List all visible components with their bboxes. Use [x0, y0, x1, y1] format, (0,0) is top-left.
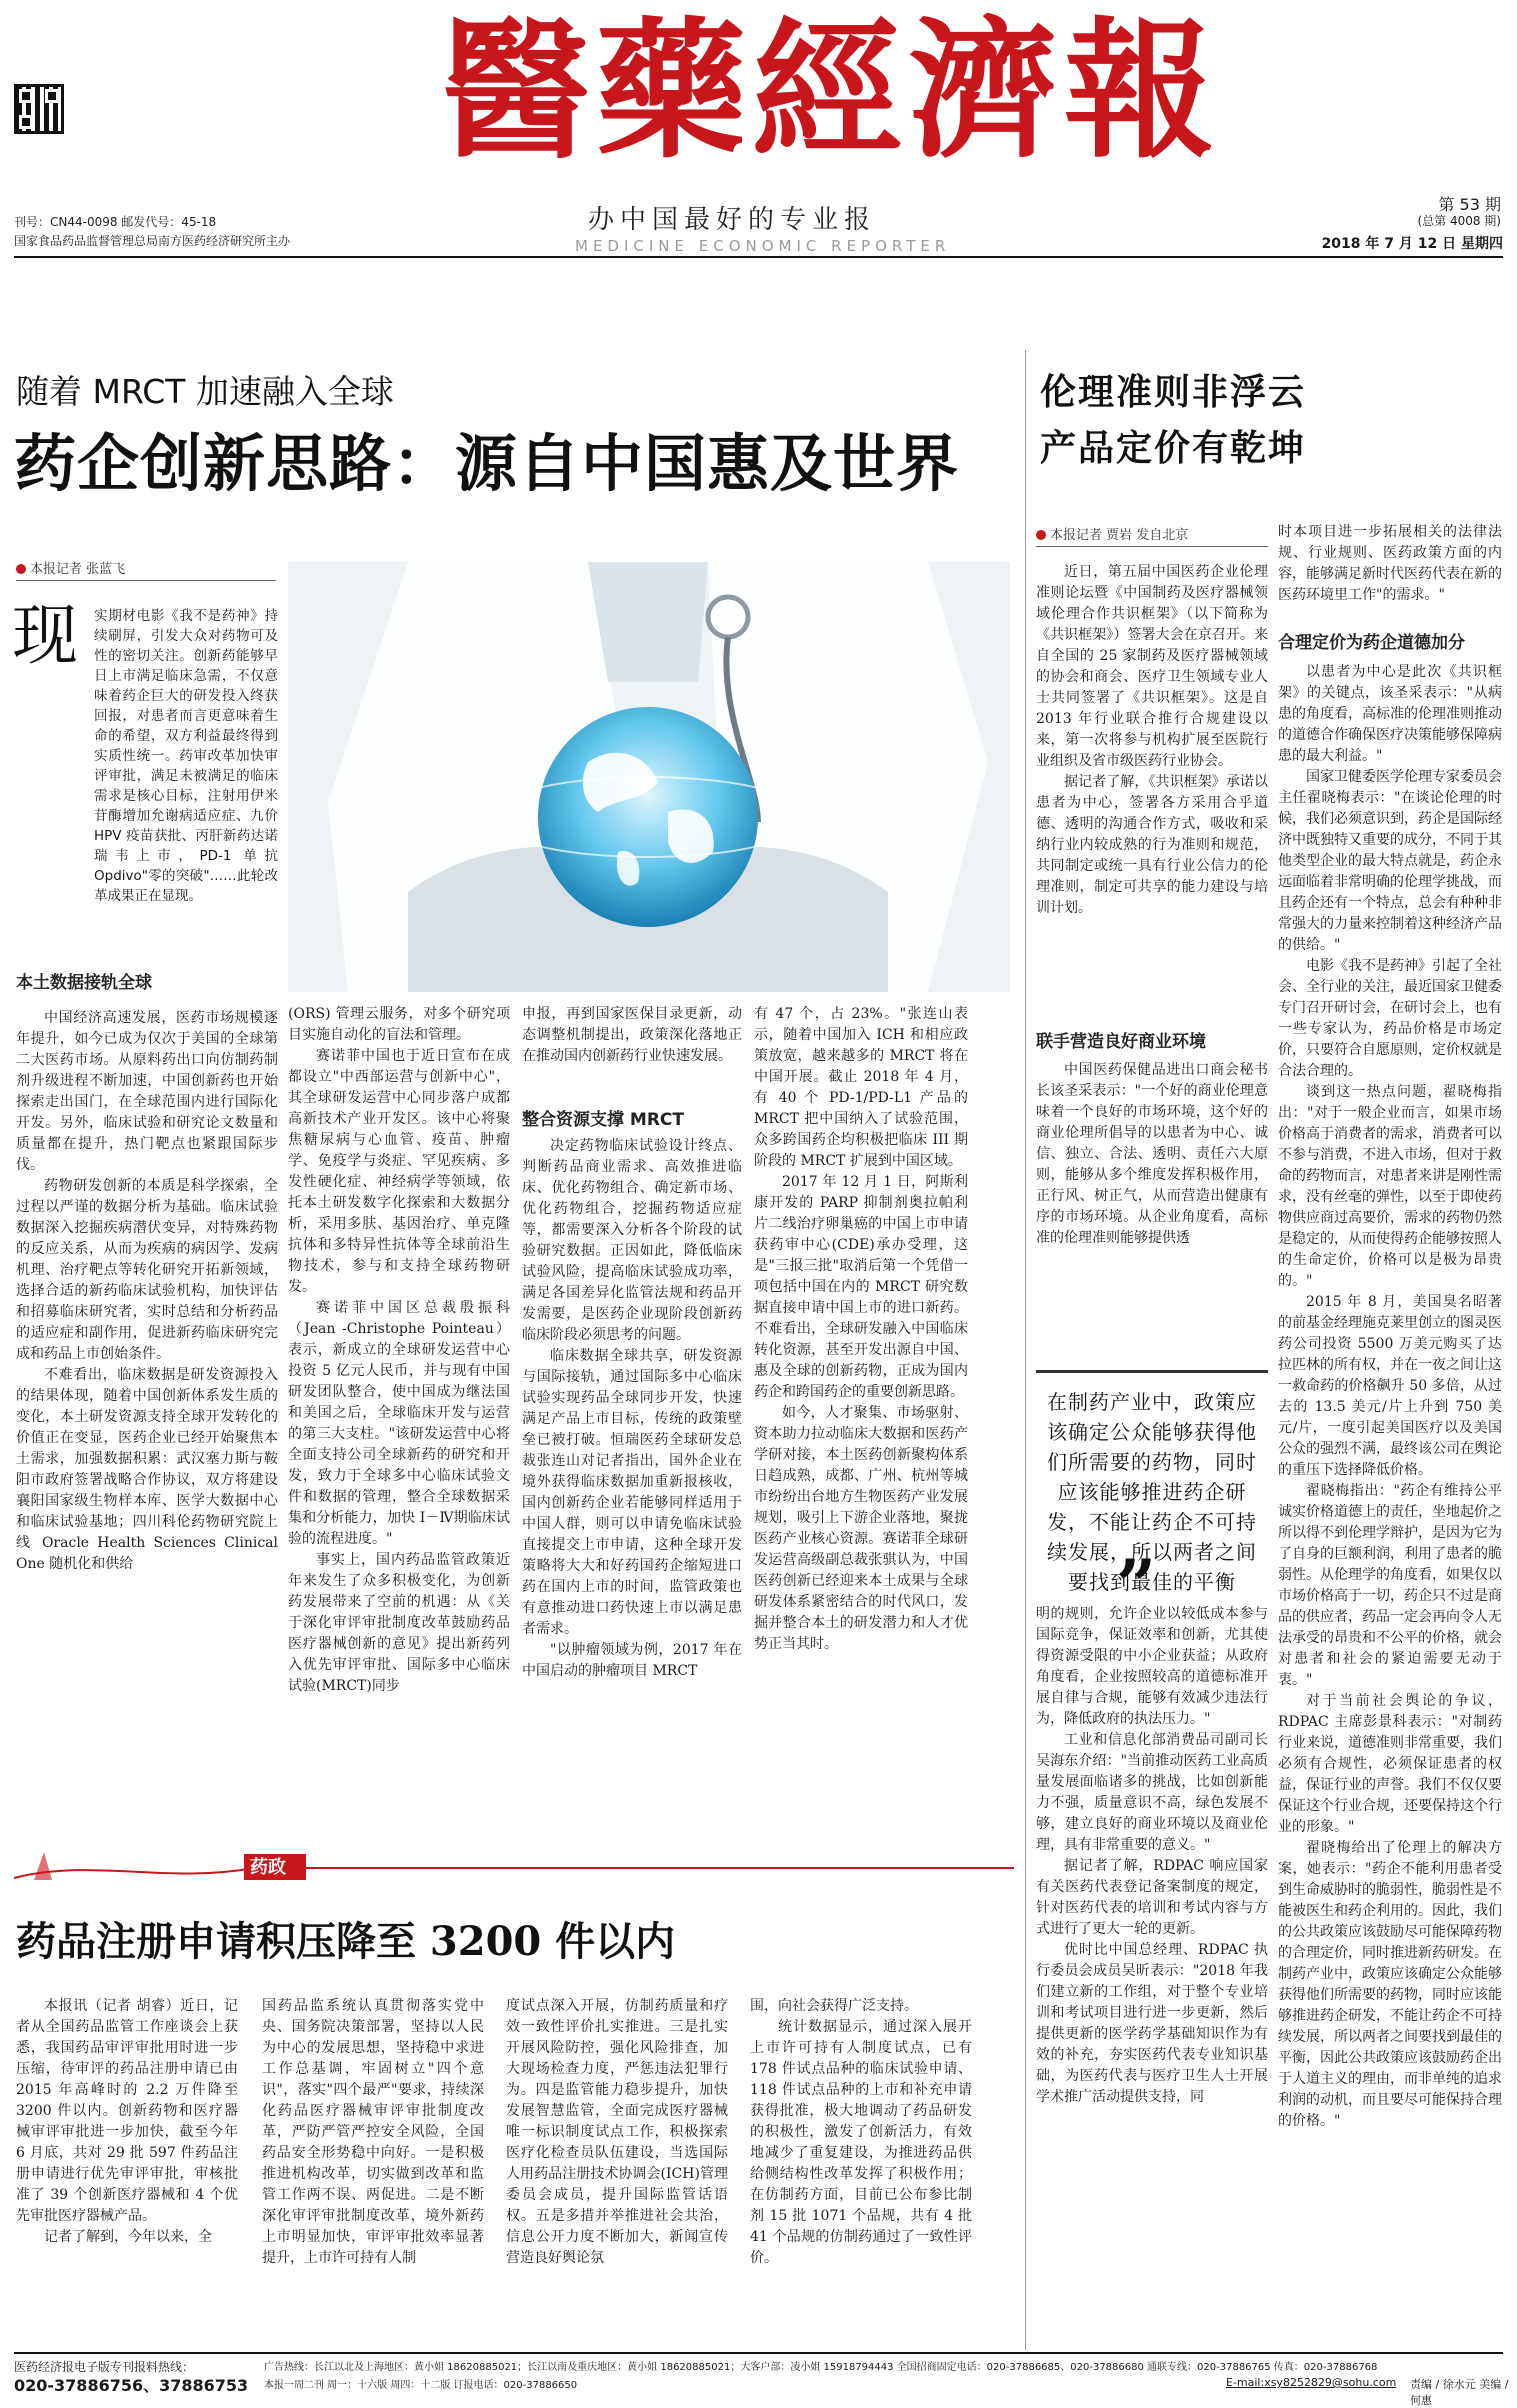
- byline-dot-icon: [1036, 530, 1046, 540]
- qr-code: [14, 84, 64, 134]
- bottom-col-3: 度试点深入开展，仿制药质量和疗效一致性评价扎实推进。三是扎实开展风险防控，强化风险排查，加大现场检查力度，严惩违法犯罪行为。四是监管能力稳步提升，加快发展智慧监管，全面完成医疗器械唯一标识制度试点工作，积极探索医疗化检查员队伍建设，当选国际人用药品注册技术协调会(ICH)管理委员会成员，提升国际监管话语权。五是多措并举推进社会共治，信息公开力度不断加大，新闻宣传营造良好舆论氛: [506, 1998, 728, 2266]
- masthead-rule: [14, 256, 1503, 258]
- footer-rule: [14, 2352, 1503, 2354]
- lead-col-1: 中国经济高速发展，医药市场规模逐年提升，如今已成为仅次于美国的全球第二大医药市场。从原料药出口向仿制药制剂升级进程不断加速，中国创新药也开始探索走出国门，在全球范围内进行国际化开发。另外，临床试验和研究论文数量和质量都在提升，热门靶点也紧跟国际步伐。 药物研发创新的本质是科学探索，全过程以严谨的数据分析为基础。临床试验数据深入挖掘疾病潜伏变异，对特殊药物的反应关系，从而为疾病的病因学、发病机理、治疗靶点等转化研究开拓新领域，选择合适的新药临床试验机构，加快评估和招募临床研究者，实时总结和分析药品的适应症和副作用，促进新药临床研究完成和药品上市创始条件。 不难看出，临床数据是研发资源投入的结果体现，随着中国创新体系发生质的变化，本土研发资源支持全球开发转化的价值正在变显，医药企业已经开始聚焦本土需求，加强数据积累：武汉塞力斯与鞍阳市政府签署战略合作协议，双方将建设襄阳国家级生物样本库、医学大数据中心和临床试验基地；四川科伦药物研究院上线 Oracle Health Sciences Clinical One 随机化和供给: [16, 1010, 278, 1572]
- bottom-col-1: 本报讯（记者 胡睿）近日，记者从全国药品监管工作座谈会上获悉，我国药品审评审批用时进一步压缩，待审评的药品注册申请已由 2015 年高峰时的 2.2 万件降至 3200 件以内。创新药物和医疗器械审评审批进一步加快，截至今年 6 月底，共对 29 批 597 件药品注册申请进行优先审评审批，审核批准了 39 个创新医疗器械和 4 个优先审批医疗器械产品。 记者了解到，今年以来，全: [16, 1998, 238, 2245]
- subhead-integrate-mrct: 整合资源支撑 MRCT: [522, 1110, 684, 1130]
- lead-col-2: (ORS) 管理云服务，对多个研究项目实施自动化的盲法和管理。 赛诺菲中国也于近日宣布在成都设立"中西部运营与创新中心"，其全球研发运营中心同步落户成都高新技术产业开发区。该中心将聚焦糖尿病与心血管、疫苗、肿瘤学、免疫学与炎症、罕见疾病、多发性硬化症、神经病学等领域，依托本土研发数字化探索和大数据分析，采用多肤、基因治疗、单克隆抗体和多特异性抗体等全球前沿生物技术，参与和支持全球药物研发。 赛诺菲中国区总裁殷振科（Jean -Christophe Pointeau）表示，新成立的全球研发运营中心投资 5 亿元人民币，并与现有中国研发团队整合，使中国成为继法国和美国之后，全球临床开发与运营的第三大支柱。"该研发运营中心将全面支持公司全球新药的研究和开发，致力于全球多中心临床试验文件和数据的管理，整合全球数据采集和分析能力，加快 I－Ⅳ期临床试验的流程进度。" 事实上，国内药品监管政策近年来发生了众多积极变化，为创新药发展带来了空前的机遇：从《关于深化审评审批制度改革鼓励药品医疗器械创新的意见》提出新药列入优先审评审批、国际多中心临床试验(MRCT)同步: [288, 1006, 510, 1694]
- total-issue: (总第 4008 期): [1417, 214, 1501, 228]
- masthead-title: 醫藥經濟報: [440, 3, 1221, 179]
- lead-byline: 本报记者 张蓝飞: [16, 558, 276, 581]
- footer-hotline-phone: 020-37886756、37886753: [14, 2376, 249, 2395]
- lead-headline: 药企创新思路：源自中国惠及世界: [14, 427, 960, 500]
- hero-image-globe-in-hands: [288, 562, 1010, 992]
- issn-line: 刊号：CN44-0098 邮发代号：45-18: [14, 215, 217, 229]
- column-divider: [1025, 350, 1026, 2350]
- drop-cap: 现: [12, 597, 78, 674]
- footer-hotline-label: 医药经济报电子版专刊报料热线：: [14, 2360, 195, 2374]
- subhead-local-data: 本土数据接轨全球: [16, 973, 152, 993]
- issue-date: 2018 年 7 月 12 日 星期四: [1321, 236, 1503, 252]
- right-byline: 本报记者 贾岩 发自北京: [1036, 524, 1268, 547]
- footer-ads: 广告热线：长江以北及上海地区：黄小姐 18620885021；长江以南及重庆地区：黄小姐 18620885021；大客户部：凌小姐 15918794443 全国招商固定电话：020-37886685、020-37886680 通联专线：020-37886765 传真：020-37886768: [264, 2362, 1378, 2373]
- section-band: [14, 1848, 1014, 1884]
- footer-email: E-mail:xsy8252829@sohu.com: [1226, 2376, 1397, 2389]
- right-col-b2: 以患者为中心是此次《共识框架》的关键点，该圣采表示："从病患的角度看，高标准的伦理准则推动的道德合作确保医疗决策能够保障病患的最大利益。" 国家卫健委医学伦理专家委员会主任翟晓梅表示："在谈论伦理的时候，我们必须意识到，药企是国际经济中既独特又重要的成分，不同于其他类型企业的最大特点就是，药企永远面临着非常明确的伦理学挑战，而且药企还有一个特点，总会有种种非常强大的力量来控制着这种经济产品的供给。" 电影《我不是药神》引起了全社会、全行业的关注，最近国家卫健委专门召开研讨会，在研讨会上，也有一些专家认为，药品价格是市场定价，只要符合自愿原则，定价权就是合法合理的。 谈到这一热点问题，翟晓梅指出："对于一般企业而言，如果市场价格高于消费者的需求，消费者可以不参与消费，不进入市场，但对于救命的药物而言，对患者来讲是刚性需求，没有丝毫的弹性，以至于即使药物供应商过高要价，需求的药物仍然是稳定的，从而使得药企能够按照人的生命定价，价格可以是极为昂贵的。" 2015 年 8 月，美国臭名昭著的前基金经理施克莱里创立的图灵医药公司投资 5500 万美元购买了达拉匹林的所有权，并在一夜之间让这一救命药的价格飙升 50 多倍，从过去的 13.5 美元/片上升到 750 美元/片，一度引起美国医疗以及美国公众的强烈不满，最终该公司在舆论的重压下选择降低价格。 翟晓梅指出："药企有维持公平诚实价格道德上的责任，坐地起价之所以得不到伦理学辩护，是因为它为了自身的巨额利润，利用了患者的脆弱性。从伦理学的角度看，如果仅以市场价格高于一切，药企只不过是商品的供应者，药品一定会再向令人无法承受的昂贵和不公平的价格，就会对患者和社会的紧迫需要无动于衷。" 对于当前社会舆论的争议，RDPAC 主席彭景科表示："对制药行业来说，道德准则非常重要，我们必须有合规性，必须保证患者的权益，保证行业的声誉。我们不仅仅要保证这个行业合规，还要保持这个行业的形象。" 翟晓梅给出了伦理上的解决方案，她表示："药企不能利用患者受到生命威胁时的脆弱性，脆弱性是不能被医生和药企利用的。因此，我们的公共政策应该鼓励尽可能保障药物的合理定价，同时推进新药研发。在制药产业中，政策应该确定公众能够获得他们所需要的药物，同时应该能够推进药企研发，不能让药企不可持续发展，所以两者之间要找到最佳的平衡，因此公共政策应该鼓励药企出于人道主义的理由，而非单纯的追求利润的动机，而且要尽可能保持合理的价格。": [1278, 664, 1502, 2129]
- right-headline-1: 伦理准则非浮云: [1040, 371, 1307, 413]
- bottom-headline: 药品注册申请积压降至 3200 件以内: [16, 1918, 676, 1965]
- section-tag: 药政: [250, 1857, 286, 1878]
- right-col-a2: 中国医药保健品进出口商会秘书长该圣采表示："一个好的商业伦理意味着一个良好的市场环境，这个好的商业伦理所倡导的以患者为中心、诚信、独立、合法、透明、责任六大原则，能够从多个维度发挥积极作用，正行风、树正气，从而营造出健康有序的市场环境。从企业角度看，高标准的伦理准则能够提供透: [1036, 1062, 1268, 1246]
- issue-number: 第 53 期: [1438, 195, 1501, 214]
- footer-print-info: 本报一周二刊 周一：十六版 周四：十二版 订报电话：020-37886650: [264, 2380, 578, 2391]
- masthead-english: MEDICINE ECONOMIC REPORTER: [575, 237, 951, 255]
- quote-mark-icon: ”: [1116, 1544, 1157, 1627]
- bottom-col-2: 国药品监系统认真贯彻落实党中央、国务院决策部署，坚持以人民为中心的发展思想，坚持稳中求进工作总基调，牢固树立"四个意识"，落实"四个最严"要求，持续深化药品医疗器械审评审批制度改革，严防严管严控安全风险，全国药品安全形势稳中向好。一是积极推进机构改革，切实做到改革和监管工作两不误、两促进。二是不断深化审评审批制度改革，境外新药上市明显加快，审评审批效率显著提升，上市许可持有人制: [262, 1998, 484, 2266]
- subhead-business-env: 联手营造良好商业环境: [1036, 1032, 1206, 1052]
- right-col-a: 近日，第五届中国医药企业伦理准则论坛暨《中国制药及医疗器械领域伦理合作共识框架》（以下简称为《共识框架》）签署大会在京召开。来自全国的 25 家制药及医疗器械领域的协会和商会、医疗卫生领域专业人士共同签署了《共识框架》。这是自 2013 年行业联合推行合规建设以来，第一次将参与机构扩展至医院行业组织及省市级医药行业协会。 据记者了解，《共识框架》承诺以患者为中心，签署各方采用合乎道德、透明的沟通合作方式，吸收和采纳行业内较成熟的行为准则和规范，共同制定或统一具有行业公信力的伦理准则，制定可共享的能力建设与培训计划。: [1036, 564, 1268, 916]
- bottom-col-4: 围，向社会获得广泛支持。 统计数据显示，通过深入展开上市许可持有人制度试点，已有 178 件试点品种的临床试验申请、118 件试点品种的上市和补充申请获得批准，极大地调动了药品研发的积极性，激发了创新活力，有效地减少了重复建设，为推进药品供给侧结构性改革发挥了积极作用；在仿制药方面，目前已公布参比制剂 15 批 1071 个品规，共有 4 批 41 个品规的仿制药通过了一致性评价。: [750, 1998, 972, 2266]
- subhead-fair-pricing: 合理定价为药企道德加分: [1278, 633, 1465, 653]
- masthead-slogan: 办中国最好的专业报: [588, 205, 877, 235]
- lead-kicker: 随着 MRCT 加速融入全球: [16, 372, 394, 411]
- right-col-b: 时本项目进一步拓展相关的法律法规、行业规则、医药政策方面的内容，能够满足新时代医药代表在新的医药环境里工作"的需求。": [1278, 524, 1502, 603]
- sponsor-line: 国家食品药品监督管理总局南方医药经济研究所主办: [14, 234, 291, 248]
- byline-dot-icon: [16, 564, 26, 574]
- lead-col-3: 申报，再到国家医保目录更新，动态调整机制提出，政策深化落地正在推动国内创新药行业快速发展。: [522, 1006, 742, 1064]
- lead-intro: 实期材电影《我不是药神》持续刷屏，引发大众对药物可及性的密切关注。创新药能够早日上市满足临床急需，不仅意味着药企巨大的研发投入终获回报，对患者而言更意味着生命的希望，双方利益最终得到实质性统一。药审改革加快审评审批，满足未被满足的临床需求是核心目标，注射用伊米苷酶增加允谢病适应症、九价 HPV 疫苗获批、丙肝新药达诺瑞韦上市，PD-1 单抗 Opdivo"零的突破"……此轮改革成果正在显现。: [94, 608, 278, 904]
- pull-quote-text: 在制药产业中，政策应该确定公众能够获得他们所需要的药物，同时应该能够推进药企研发，不能让药企不可持续发展，所以两者之间要找到最佳的平衡: [1047, 1390, 1257, 1594]
- lead-col-3b: 决定药物临床试验设计终点、判断药品商业需求、高效推进临床、优化药物组合、确定新市场、优化药物组合，挖掘药物适应症等，都需要深入分析各个阶段的试验研究数据。正因如此，降低临床试验风险，提高临床试验成功率，满足各国差异化监管法规和药品开发需要，是医药企业现阶段创新药临床阶段必须思考的问题。 临床数据全球共享，研发资源与国际接轨，通过国际多中心临床试验实现药品全球同步开发，快速满足产品上市目标，传统的政策壁垒已被打破。恒瑞医药全球研发总裁张连山对记者指出，国外企业在境外获得临床数据加重新报核收，国内创新药企业若能够同样适用于中国人群，则可以申请免临床试验直接提交上市申请，这种全球开发策略将大大和好药国药企缩短进口药在国内上市的时间，监管政策也有意推动进口药快速上市以满足患者需求。 "以肿瘤领域为例，2017 年在中国启动的肿瘤项目 MRCT: [522, 1138, 742, 1679]
- right-col-a3: 明的规则，允许企业以较低成本参与国际竞争，保证效率和创新，尤其使得资源受限的中小企业获益；从政府角度看，企业按照较高的道德标准开展自律与合规，能够有效减少违法行为，降低政府的执法压力。" 工业和信息化部消费品司副司长吴海东介绍："当前推动医药工业高质量发展面临诸多的挑战，比如创新能力不强，质量意识不高，绿色发展不够，建立良好的商业环境以及商业伦理，具有非常重要的意义。" 据记者了解，RDPAC 响应国家有关医药代表登记备案制度的规定，针对医药代表的培训和考试内容与方式进行了更大一轮的更新。 优时比中国总经理、RDPAC 执行委员会成员吴昕表示："2018 年我们建立新的工作组，对于整个专业培训和考试项目进行进一步更新，然后提供更新的医学药学基础知识作为有效的补充，夯实医药代表专业知识基础，为医药代表与医疗卫生人士开展学术推广活动提供支持，同: [1036, 1606, 1268, 2105]
- right-headline-2: 产品定价有乾坤: [1040, 427, 1307, 469]
- pull-quote-box: [1036, 1370, 1268, 1627]
- lead-col-4: 有 47 个，占 23%。"张连山表示，随着中国加入 ICH 和相应政策放宽，越来越多的 MRCT 将在中国开展。截止 2018 年 4 月，有 40 个 PD-1/PD-L1 产品的 MRCT 把中国纳入了试验范围，众多跨国药企均积极把临床 III 期阶段的 MRCT 扩展到中国区域。 2017 年 12 月 1 日，阿斯利康开发的 PARP 抑制剂奥拉帕利片二线治疗卵巢癌的中国上市申请获药审中心(CDE)承办受理，这是"三报三批"取消后第一个凭借一项包括中国在内的 MRCT 研究数据直接申请中国上市的进口新药。不难看出，全球研发融入中国临床转化资源，甚至开发出源自中国、惠及全球的创新药物，正成为国内药企和跨国药企的重要创新思路。 如今，人才聚集、市场驱射、资本助力拉动临床大数据和医药产学研对接，本土医药创新聚构体系日趋成熟，成都、广州、杭州等城市纷纷出台地方生物医药产业发展规划，吸引上下游企业落地，聚拢医药产业核心资源。赛诺菲全球研发运营高级副总裁张骐认为，中国医药创新已经迎来本土成果与全球研发体系紧密结合的时代风口，发掘并整合本土的研发潜力和人才优势正当其时。: [754, 1006, 968, 1652]
- footer-editors: 责编 / 徐水元 美编 / 何惠: [1410, 2378, 1509, 2407]
